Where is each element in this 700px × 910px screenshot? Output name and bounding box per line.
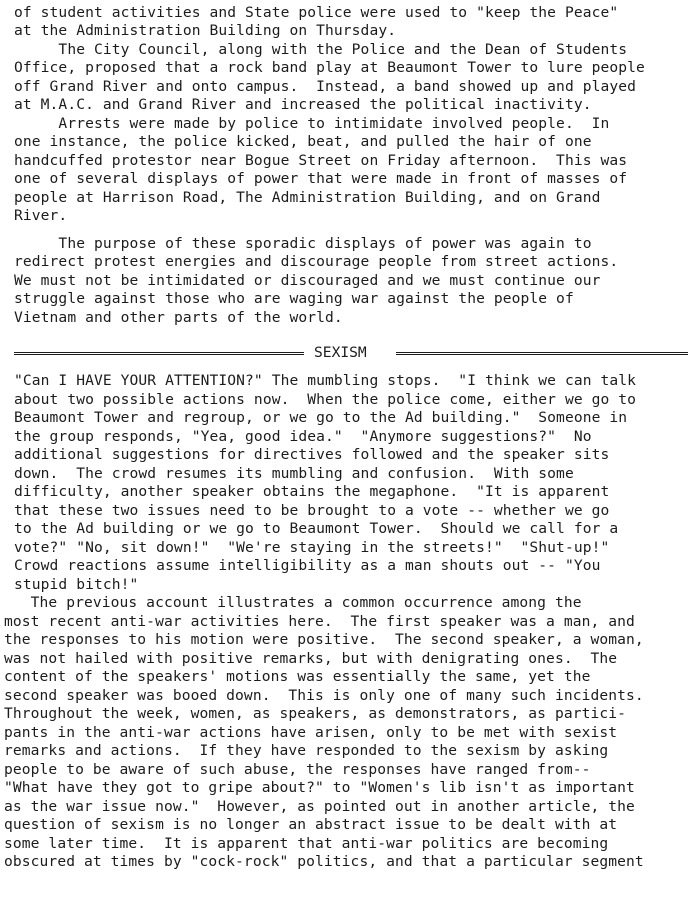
text-line: Beaumont Tower and regroup, or we go to the Ad building." Someone in	[14, 409, 628, 426]
text-line: question of sexism is no longer an abstract issue to be dealt with at	[4, 816, 618, 833]
text-line: difficulty, another speaker obtains the megaphone. "It is apparent	[14, 483, 610, 500]
text-line: "What have they got to gripe about?" to "Women's lib isn't as important	[4, 779, 635, 796]
text-line: about two possible actions now. When the police come, either we go to	[14, 391, 637, 408]
divider-rule-right	[396, 352, 688, 355]
text-line: some later time. It is apparent that anti-war politics are becoming	[4, 835, 609, 852]
text-line: struggle against those who are waging war against the people of	[14, 290, 574, 307]
text-line: vote?" "No, sit down!" "We're staying in the streets!" "Shut-up!"	[14, 539, 610, 556]
text-line: remarks and actions. If they have responded to the sexism by asking	[4, 742, 609, 759]
text-line: The previous account illustrates a common occurrence among the	[4, 594, 582, 611]
text-line: one instance, the police kicked, beat, and pulled the hair of one	[14, 133, 592, 150]
text-line: off Grand River and onto campus. Instead, a band showed up and played	[14, 78, 637, 95]
text-line: one of several displays of power that were made in front of masses of	[14, 170, 628, 187]
text-line: Arrests were made by police to intimidate involved people. In	[14, 115, 610, 132]
text-line: Vietnam and other parts of the world.	[14, 309, 343, 326]
text-line: We must not be intimidated or discouraged and we must continue our	[14, 272, 601, 289]
text-line: as the war issue now." However, as pointed out in another article, the	[4, 798, 635, 815]
text-line: that these two issues need to be brought to a vote -- whether we go	[14, 502, 610, 519]
text-line: at M.A.C. and Grand River and increased the political inactivity.	[14, 96, 592, 113]
text-line: the group responds, "Yea, good idea." "Anymore suggestions?" No	[14, 428, 592, 445]
text-line: pants in the anti-war actions have arisen, only to be met with sexist	[4, 724, 618, 741]
text-line: people to be aware of such abuse, the responses have ranged from--	[4, 761, 591, 778]
text-line: "Can I HAVE YOUR ATTENTION?" The mumbling stops. "I think we can talk	[14, 372, 637, 389]
text-line: additional suggestions for directives followed and the speaker sits	[14, 446, 610, 463]
text-line: at the Administration Building on Thursday.	[14, 22, 397, 39]
text-line: of student activities and State police were used to "keep the Peace"	[14, 4, 619, 21]
text-line: Office, proposed that a rock band play at Beaumont Tower to lure people	[14, 59, 645, 76]
text-line: people at Harrison Road, The Administration Building, and on Grand	[14, 189, 601, 206]
text-line: the responses to his motion were positive. The second speaker, a woman,	[4, 631, 644, 648]
text-line: most recent anti-war activities here. The first speaker was a man, and	[4, 613, 635, 630]
text-line: second speaker was booed down. This is only one of many such incidents.	[4, 687, 644, 704]
text-line: River.	[14, 207, 68, 224]
text-line: to the Ad building or we go to Beaumont Tower. Should we call for a	[14, 520, 619, 537]
text-line: was not hailed with positive remarks, but with denigrating ones. The	[4, 650, 618, 667]
divider-rule-left	[14, 352, 304, 355]
section-title: SEXISM	[314, 344, 367, 361]
text-line: down. The crowd resumes its mumbling and confusion. With some	[14, 465, 574, 482]
text-line: redirect protest energies and discourage people from street actions.	[14, 253, 619, 270]
text-line: obscured at times by "cock-rock" politics, and that a particular segment	[4, 853, 644, 870]
text-line: The City Council, along with the Police and the Dean of Students	[14, 41, 628, 58]
text-line: content of the speakers' motions was essentially the same, yet the	[4, 668, 591, 685]
text-line: handcuffed protestor near Bogue Street on Friday afternoon. This was	[14, 152, 628, 169]
text-line: Crowd reactions assume intelligibility as a man shouts out -- "You	[14, 557, 601, 574]
text-line: stupid bitch!"	[14, 576, 139, 593]
section-divider	[14, 343, 688, 365]
text-line: Throughout the week, women, as speakers, as demonstrators, as partici-	[4, 705, 627, 722]
text-line: The purpose of these sporadic displays of power was again to	[14, 235, 592, 252]
